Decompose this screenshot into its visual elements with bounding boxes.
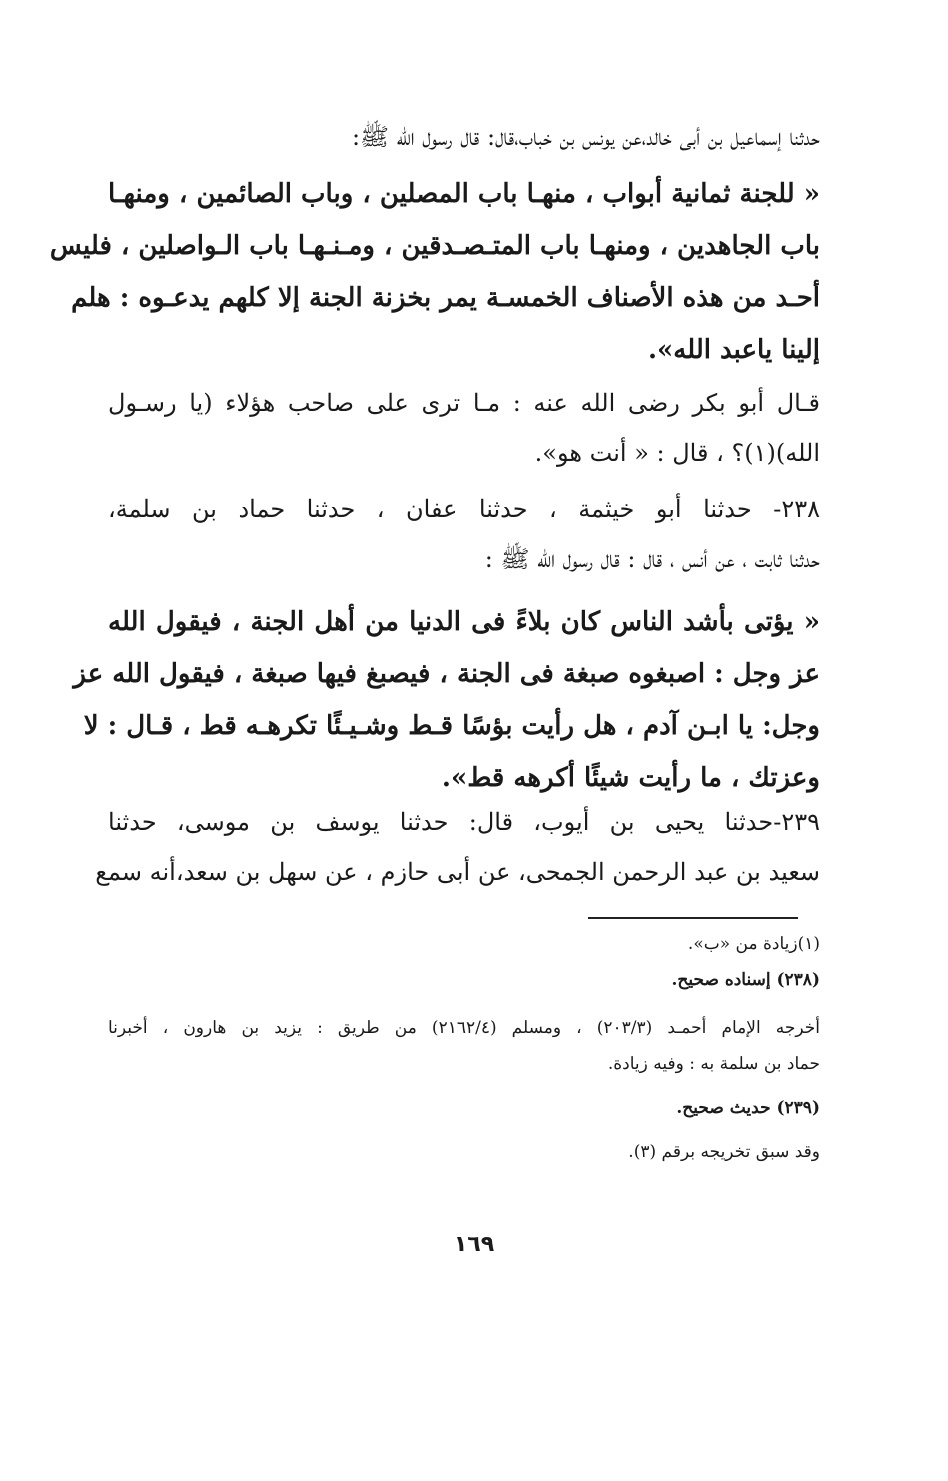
- footnote-line: حماد بن سلمة به : وفيه زيادة.: [607, 1054, 820, 1074]
- text-line: إلينا ياعبد الله».: [647, 335, 820, 365]
- text-line: ٢٣٨- حدثنا أبو خيثمة ، حدثنا عفان ، حدثنا حماد بن سلمة،: [108, 495, 820, 523]
- text-line: الله)(١)؟ ، قال : « أنت هو».: [534, 439, 820, 467]
- hadith-238-chain: [108, 484, 820, 584]
- text-line: حدثنا ثابت ، عن أنس ، قال : قال رسول الله ﷺ :: [484, 545, 820, 573]
- hadith-239-chain: [95, 797, 820, 897]
- footnote-238-body: [108, 1010, 820, 1082]
- hadith-chain-intro: [108, 112, 820, 162]
- text-line: « للجنة ثمانية أبواب ، منهـا باب المصلين ، وباب الصائمين ، ومنهـا: [108, 179, 820, 209]
- text-line: ٢٣٩-حدثنا يحيى بن أيوب، قال: حدثنا يوسف بن موسى، حدثنا: [108, 808, 820, 836]
- footnote-238-heading: [108, 962, 820, 998]
- hadith-text-gates-of-paradise: [49, 168, 820, 376]
- hadith-238-text: [73, 596, 820, 804]
- text-line: وعزتك ، ما رأيت شيئًا أكرهه قط».: [441, 763, 820, 793]
- text-line: سعيد بن عبد الرحمن الجمحى، عن أبى حازم ، عن سهل بن سعد،أنه سمع: [95, 858, 820, 886]
- text-line: قـال أبو بكر رضى الله عنه : مـا ترى على صاحب هؤلاء (يا رسـول: [108, 389, 820, 417]
- text-line: أحـد من هذه الأصناف الخمسـة يمر بخزنة الجنة إلا كلهم يدعـوه : هلم: [71, 283, 820, 313]
- page-number: ١٦٩: [453, 1232, 495, 1257]
- footnote-239-body: [108, 1134, 820, 1170]
- text-line: عز وجل : اصبغوه صبغة فى الجنة ، فيصبغ فيها صبغة ، فيقول الله عز: [73, 659, 820, 689]
- footnote-239-heading: [108, 1090, 820, 1126]
- text-line: باب الجاهدين ، ومنهـا باب المتـصـدقين ، ومـنـهـا باب الـواصلين ، فليس: [49, 231, 820, 261]
- footnote-line: (١)زيادة من «ب».: [687, 934, 820, 954]
- footnote-line: وقد سبق تخريجه برقم (٣).: [628, 1142, 820, 1162]
- footnote-line: (٢٣٨) إسناده صحيح.: [671, 970, 820, 990]
- text-line: وجل: يا ابـن آدم ، هل رأيت بؤسًا قـط وشـيـئًا تكرهـه قط ، قـال : لا: [83, 711, 820, 741]
- footnote-line: أخرجه الإمام أحمـد (٢٠٣/٣) ، ومسلم (٢١٦٢/٤) من طريق : يزيد بن هارون ، أخبرنا: [108, 1018, 820, 1038]
- footnote-line: (٢٣٩) حديث صحيح.: [676, 1098, 820, 1118]
- text-line: حدثنا إسماعيل بن أبى خالد،عن يونس بن خباب،قال: قال رسول الله ﷺ:: [351, 123, 820, 151]
- text-line: « يؤتى بأشد الناس كان بلاءً فى الدنيا من أهل الجنة ، فيقول الله: [108, 607, 820, 637]
- footnote-1: [108, 926, 820, 962]
- abu-bakr-question: [108, 378, 820, 478]
- footnote-divider: [588, 917, 798, 919]
